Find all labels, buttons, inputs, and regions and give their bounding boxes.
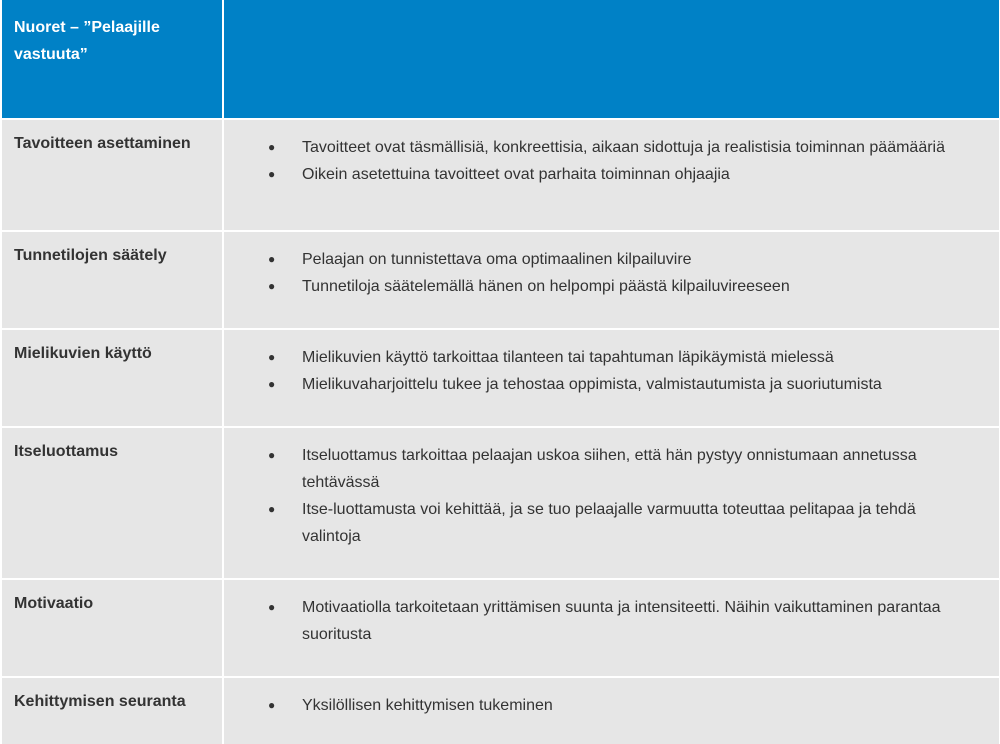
list-item bbox=[224, 496, 969, 550]
table-row bbox=[2, 330, 999, 428]
table-header-empty bbox=[224, 0, 999, 120]
row-content bbox=[224, 678, 999, 744]
table-row bbox=[2, 428, 999, 580]
row-topic: Tunnetilojen säätely bbox=[2, 232, 224, 330]
bullet-icon: ● bbox=[268, 502, 276, 516]
bullet-list bbox=[268, 692, 969, 719]
row-content bbox=[224, 330, 999, 428]
bullet-text: Mielikuvaharjoittelu tukee ja tehostaa oppimista, valmistautumista ja suoriutumista bbox=[302, 376, 882, 393]
bullet-text: Mielikuvien käyttö tarkoittaa tilanteen tai tapahtuman läpikäymistä mielessä bbox=[302, 349, 834, 366]
bullet-icon: ● bbox=[268, 377, 276, 391]
bullet-list bbox=[268, 344, 969, 398]
bullet-list bbox=[268, 442, 969, 550]
bullet-list bbox=[268, 594, 969, 648]
bullet-text: Itse-luottamusta voi kehittää, ja se tuo pelaajalle varmuutta toteuttaa pelitapaa ja tehdä valintoja bbox=[302, 501, 916, 545]
list-item bbox=[224, 371, 969, 398]
table-header-row bbox=[2, 0, 999, 120]
bullet-icon: ● bbox=[268, 448, 276, 462]
row-topic: Mielikuvien käyttö bbox=[2, 330, 224, 428]
row-content bbox=[224, 428, 999, 580]
table-row bbox=[2, 580, 999, 678]
list-item bbox=[224, 692, 969, 719]
row-content bbox=[224, 580, 999, 678]
row-topic: Tavoitteen asettaminen bbox=[2, 120, 224, 232]
bullet-icon: ● bbox=[268, 140, 276, 154]
row-content bbox=[224, 120, 999, 232]
row-topic: Kehittymisen seuranta bbox=[2, 678, 224, 744]
bullet-list bbox=[268, 246, 969, 300]
bullet-icon: ● bbox=[268, 350, 276, 364]
list-item bbox=[224, 161, 969, 188]
list-item bbox=[224, 442, 969, 496]
bullet-icon: ● bbox=[268, 252, 276, 266]
row-content bbox=[224, 232, 999, 330]
table-row bbox=[2, 232, 999, 330]
list-item bbox=[224, 273, 969, 300]
bullet-icon: ● bbox=[268, 698, 276, 712]
bullet-text: Yksilöllisen kehittymisen tukeminen bbox=[302, 697, 553, 714]
bullet-list bbox=[268, 134, 969, 188]
table-row bbox=[2, 120, 999, 232]
bullet-text: Itseluottamus tarkoittaa pelaajan uskoa siihen, että hän pystyy onnistumaan annetussa tehtävässä bbox=[302, 447, 917, 491]
bullet-text: Pelaajan on tunnistettava oma optimaalinen kilpailuvire bbox=[302, 251, 692, 268]
bullet-icon: ● bbox=[268, 600, 276, 614]
table-row bbox=[2, 678, 999, 744]
list-item bbox=[224, 246, 969, 273]
bullet-icon: ● bbox=[268, 279, 276, 293]
list-item bbox=[224, 594, 969, 648]
bullet-text: Motivaatiolla tarkoitetaan yrittämisen suunta ja intensiteetti. Näihin vaikuttaminen parantaa suoritusta bbox=[302, 599, 941, 643]
bullet-text: Tavoitteet ovat täsmällisiä, konkreettisia, aikaan sidottuja ja realistisia toiminnan päämääriä bbox=[302, 139, 945, 156]
list-item bbox=[224, 344, 969, 371]
bullet-icon: ● bbox=[268, 167, 276, 181]
skills-table bbox=[2, 0, 999, 744]
bullet-text: Oikein asetettuina tavoitteet ovat parhaita toiminnan ohjaajia bbox=[302, 166, 730, 183]
row-topic: Motivaatio bbox=[2, 580, 224, 678]
row-topic: Itseluottamus bbox=[2, 428, 224, 580]
list-item bbox=[224, 134, 969, 161]
bullet-text: Tunnetiloja säätelemällä hänen on helpompi päästä kilpailuvireeseen bbox=[302, 278, 790, 295]
table-header-title: Nuoret – ”Pelaajille vastuuta” bbox=[2, 0, 224, 120]
